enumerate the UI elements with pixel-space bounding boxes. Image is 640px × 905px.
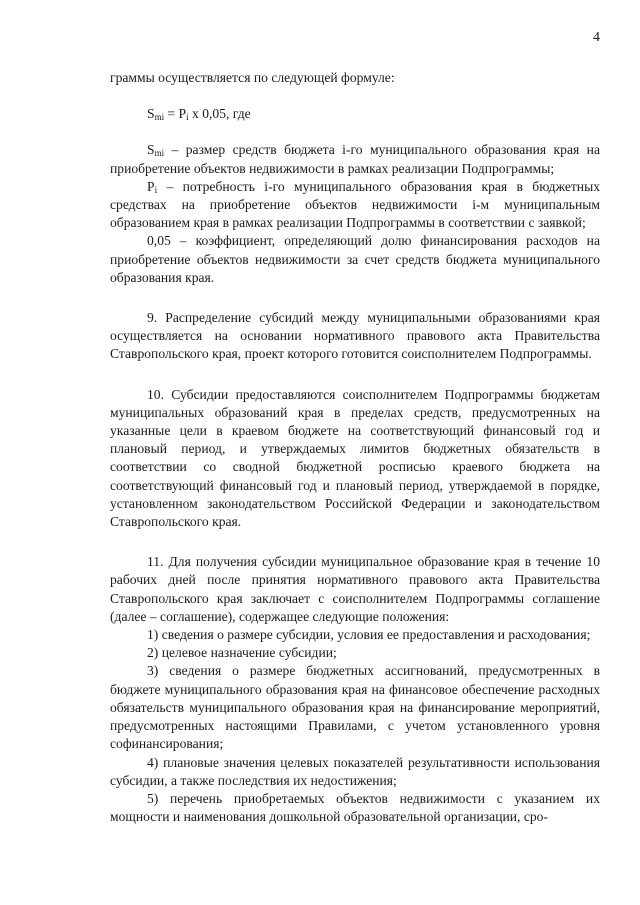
- definition-p-subscript: i: [154, 184, 158, 195]
- list-item-5: 5) перечень приобретаемых объектов недвижимости с указанием их мощности и наименования дошкольной образовательной организации, сро-: [110, 790, 600, 825]
- definition-s-text: – размер средств бюджета i-го муниципального образования края на приобретение объектов недвижимости в рамках реализации Подпрограммы;: [110, 142, 600, 176]
- formula-s-subscript: mi: [154, 112, 165, 123]
- definition-s-subscript: mi: [154, 148, 165, 159]
- paragraph-intro: граммы осуществляется по следующей формуле:: [110, 70, 395, 85]
- list-item-3: 3) сведения о размере бюджетных ассигнований, предусмотренных в бюджете муниципального образования края на финансовое обеспечение расходных обязательств муниципального образования края на финансирование мероприятий, предусмотренных настоящими Правилами, с учетом установленного уровня софинансирования;: [110, 663, 600, 752]
- definition-p-symbol: P: [147, 178, 155, 194]
- list-item-2: 2) целевое назначение субсидии;: [147, 645, 337, 661]
- definition-p: [110, 178, 600, 233]
- definition-p-text: – потребность i-го муниципального образования края в бюджетных средствах на приобретение объектов недвижимости i-м муниципальным образованием края в рамках реализации Подпрограммы в соответствии с заявкой;: [110, 178, 600, 231]
- formula: [110, 105, 600, 123]
- list-item-1: 1) сведения о размере субсидии, условия ее предоставления и расходования;: [147, 627, 591, 643]
- definition-s: [110, 141, 600, 177]
- paragraph-item-10: 10. Субсидии предоставляются соисполнителем Подпрограммы бюджетам муниципальных образований края в пределах средств, предусмотренных на указанные цели в краевом бюджете на соответствующий финансовый год и плановый период, и утверждаемых лимитов бюджетных обязательств в соответствии со сводной бюджетной росписью краевого бюджета на соответствующий финансовый год и плановый период, утверждаемой в порядке, установленном законодательством Российской Федерации и законодательством Ставропольского края.: [110, 386, 600, 530]
- formula-p-symbol: P: [178, 106, 187, 122]
- list-item-4: 4) плановые значения целевых показателей результативности использования субсидии, а также последствия их недостижения;: [110, 754, 600, 788]
- formula-s-symbol: S: [147, 106, 155, 122]
- definition-s-symbol: S: [147, 142, 155, 158]
- document-body: [110, 69, 600, 826]
- paragraph-item-9: 9. Распределение субсидий между муниципальными образованиями края осуществляется на основании нормативного правового акта Правительства Ставропольского края, проект которого готовится соисполнителем Подпрограммы.: [110, 310, 600, 362]
- definition-coefficient: 0,05 – коэффициент, определяющий долю финансирования расходов на приобретение объектов недвижимости за счет средств бюджета муниципального образования края.: [110, 233, 600, 285]
- formula-p-subscript: i: [186, 112, 189, 123]
- formula-rest: x 0,05, где: [188, 106, 251, 122]
- formula-equals: =: [164, 106, 179, 122]
- paragraph-item-11: 11. Для получения субсидии муниципальное образование края в течение 10 рабочих дней после принятия нормативного правового акта Правительства Ставропольского края заключает с соисполнителем Подпрограммы соглашение (далее – соглашение), содержащее следующие положения:: [110, 554, 600, 624]
- page-number: 4: [593, 30, 600, 45]
